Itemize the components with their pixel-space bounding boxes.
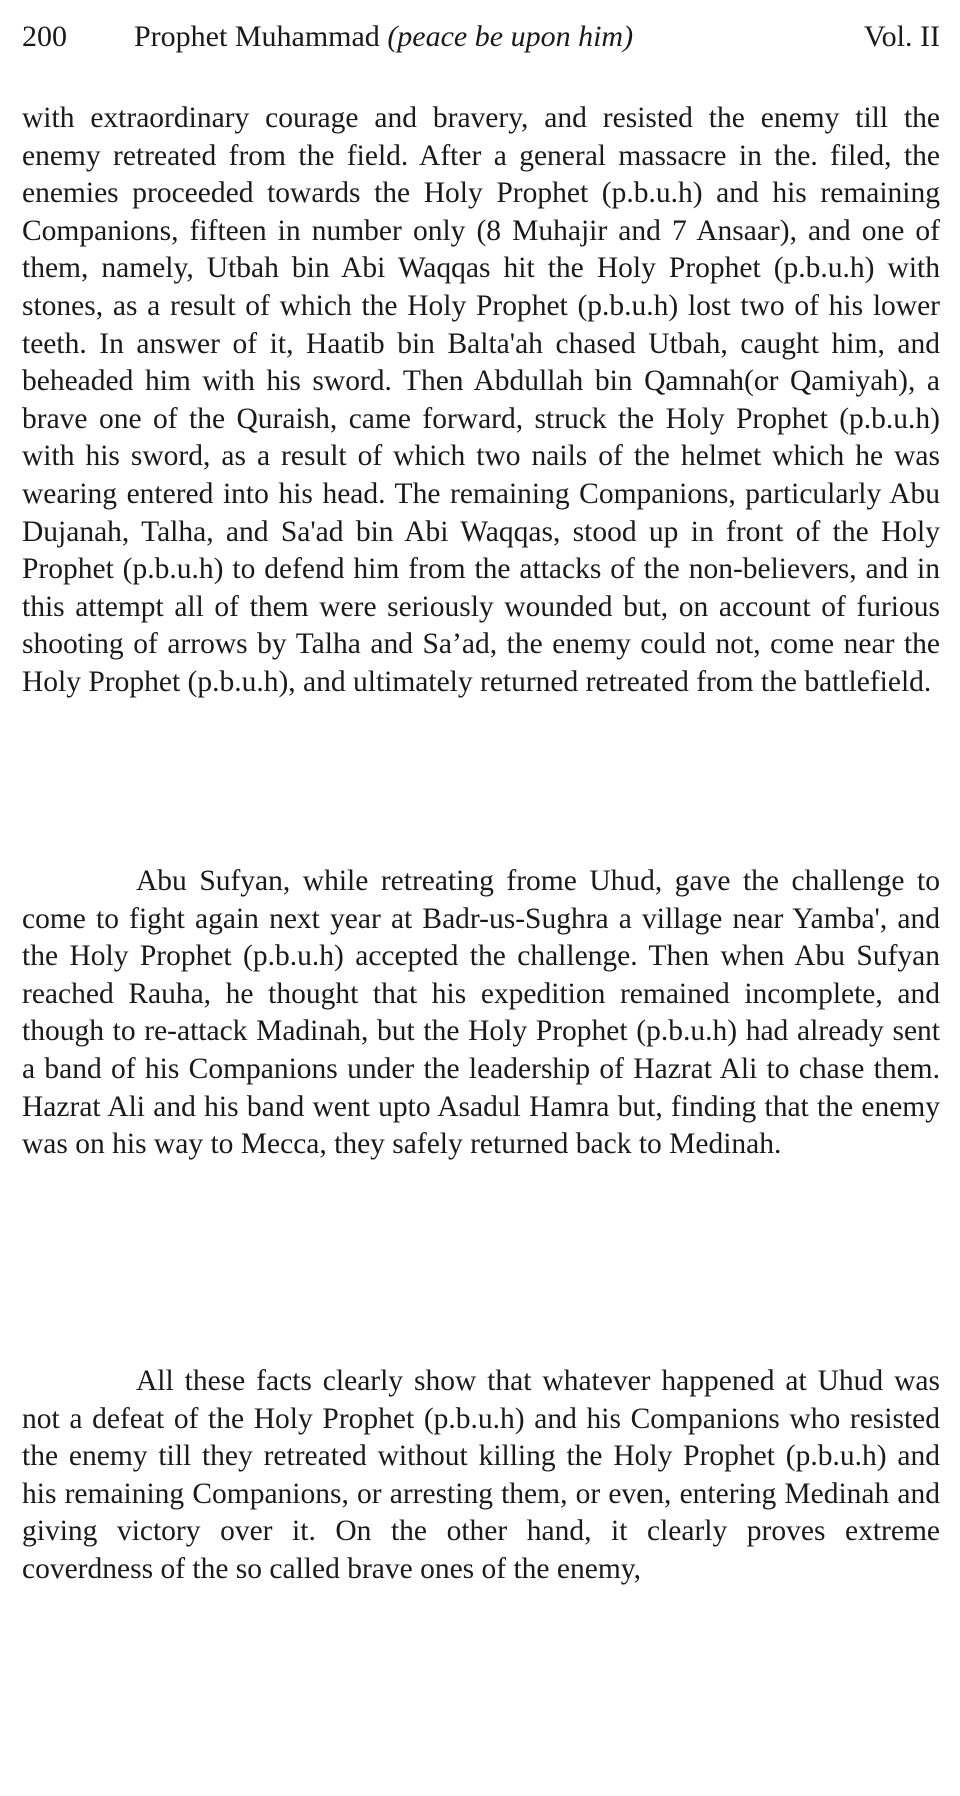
book-page [22,0,940,1585]
paragraph-2: Abu Sufyan, while retreating frome Uhud, gave the challenge to come to fight again next year at Badr-us-Sughra a village near Yamba', and the Holy Prophet (p.b.u.h) accepted the challenge. Then when Abu Sufyan reached Rauha, he thought that his expedition remained incomplete, and though to re-attack Madinah, but the Holy Prophet (p.b.u.h) had already sent a band of his Companions under the leadership of Hazrat Ali to chase them. Hazrat Ali and his band went upto Asadul Hamra but, finding that the enemy was on his way to Mecca, they safely returned back to Medinah. [22,865,940,1161]
paragraph-3: All these facts clearly show that whatever happened at Uhud was not a defeat of the Holy Prophet (p.b.u.h) and his Companions who resisted the enemy till they retreated without killing the Holy Prophet (p.b.u.h) and his remaining Companions, or arresting them, or even, entering Medinah and giving victory over it. On the other hand, it clearly proves extreme coverdness of the so called brave ones of the enemy, [22,1365,940,1585]
page-number: 200 [22,20,67,53]
volume-label: Vol. II [863,20,940,53]
book-title-main: Prophet Muhammad [134,20,388,53]
book-title-italic: (peace be upon him) [387,20,634,53]
paragraph-1: with extraordinary courage and bravery, and resisted the enemy till the enemy retreated from the field. After a general massacre in the. filed, the enemies proceeded towards the Holy Prophet (p.b.u.h) and his remaining Companions, fifteen in number only (8 Muhajir and 7 Ansaar), and one of them, namely, Utbah bin Abi Waqqas hit the Holy Prophet (p.b.u.h) with stones, as a result of which the Holy Prophet (p.b.u.h) lost two of his lower teeth. In answer of it, Haatib bin Balta'ah chased Utbah, caught him, and beheaded him with his sword. Then Abdullah bin Qamnah(or Qamiyah), a brave one of the Quraish, came forward, struck the Holy Prophet (p.b.u.h) with his sword, as a result of which two nails of the helmet which he was wearing entered into his head. The remaining Companions, particularly Abu Dujanah, Talha, and Sa'ad bin Abi Waqqas, stood up in front of the Holy Prophet (p.b.u.h) to defend him from the attacks of the non-believers, and in this attempt all of them were seriously wounded but, on account of furious shooting of arrows by Talha and Sa’ad, the enemy could not, come near the Holy Prophet (p.b.u.h), and ultimately returned retreated from the battlefield. [22,102,940,698]
book-title [134,22,633,52]
running-header [22,0,940,60]
